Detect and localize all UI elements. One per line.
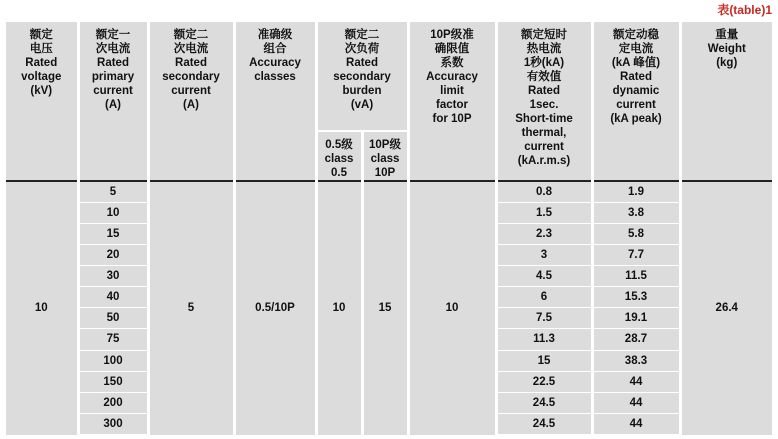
header-rated-secondary-current [148,22,234,181]
header-line: (kA peak) [610,113,662,125]
header-line: for 10P [432,113,472,125]
header-line: Rated [620,71,652,83]
header-line: (kg) [716,57,738,69]
header-line: current [616,99,656,111]
primary-current-cell: 75 [78,329,148,350]
dynamic-current-cell: 3.8 [592,202,680,223]
header-line: 次负荷 [344,43,380,55]
thermal-current-cell: 22.5 [496,371,592,392]
secondary-current-cell: 5 [148,181,234,435]
dynamic-current-cell: 1.9 [592,181,680,203]
header-line: thermal, [521,127,567,139]
header-accuracy-limit-factor [408,22,496,181]
header-line: current [171,85,211,97]
thermal-current-cell: 6 [496,287,592,308]
header-line: 定电流 [618,43,654,55]
thermal-current-cell: 24.5 [496,413,592,434]
header-line: 1秒(kA) [523,57,565,69]
header-rated-voltage [6,22,78,181]
header-line: secondary [333,71,391,83]
dynamic-current-cell: 44 [592,371,680,392]
header-weight [680,22,772,181]
thermal-current-cell: 7.5 [496,308,592,329]
header-line: 额定二 [344,29,380,41]
header-line: Weight [707,43,746,55]
header-line: 系数 [440,57,464,69]
primary-current-cell: 200 [78,392,148,413]
dynamic-current-cell: 11.5 [592,266,680,287]
header-line: Rated [346,57,378,69]
header-line: 额定 [29,29,53,41]
header-line: primary [91,71,135,83]
header-short-time-thermal-current [496,22,592,181]
header-line: (kV) [30,85,53,97]
header-line: 次电流 [95,43,131,55]
header-line: Accuracy [426,71,478,83]
header-line: current [524,141,564,153]
header-line: 准确级 [257,29,293,41]
header-line: secondary [162,71,220,83]
header-line: 电压 [29,43,53,55]
primary-current-cell: 5 [78,181,148,203]
header-line: Rated [97,57,129,69]
header-line: dynamic [612,85,660,97]
header-line: burden [342,85,382,97]
thermal-current-cell: 2.3 [496,223,592,244]
header-line: 次电流 [173,43,209,55]
thermal-current-cell: 1.5 [496,202,592,223]
header-line: (kA 峰值) [611,57,661,69]
dynamic-current-cell: 15.3 [592,287,680,308]
primary-current-cell: 100 [78,350,148,371]
primary-current-cell: 30 [78,266,148,287]
thermal-current-cell: 15 [496,350,592,371]
header-line: voltage [21,71,62,83]
header-line: Rated [528,85,560,97]
thermal-current-cell: 4.5 [496,266,592,287]
burden-10p-cell: 15 [362,181,408,435]
thermal-current-cell: 3 [496,245,592,266]
accuracy-classes-cell: 0.5/10P [234,181,316,435]
thermal-current-cell: 0.8 [496,181,592,203]
header-line: factor [436,99,468,111]
header-line: 重量 [715,29,739,41]
header-line: class [370,152,400,165]
primary-current-cell: 150 [78,371,148,392]
header-line: (vA) [350,99,374,111]
header-line: 1sec. [529,99,559,111]
burden-05-cell: 10 [316,181,362,435]
accuracy-limit-factor-cell: 10 [408,181,496,435]
table-row [6,181,772,203]
table-body [6,181,772,435]
table-caption: 表(table)1 [717,3,772,17]
header-line: (A) [105,99,121,111]
primary-current-cell: 50 [78,308,148,329]
header-line: 确限值 [434,43,470,55]
header-line: 热电流 [526,43,562,55]
primary-current-cell: 15 [78,223,148,244]
dynamic-current-cell: 38.3 [592,350,680,371]
header-line: 10P级准 [430,29,474,41]
header-line: 额定短时 [521,29,567,41]
header-accuracy-classes [234,22,316,181]
header-rated-secondary-burden [316,22,408,131]
header-line: 额定动稳 [613,29,659,41]
header-line: class [324,152,354,165]
dynamic-current-cell: 5.8 [592,223,680,244]
header-line: current [93,85,133,97]
header-line: (kA.r.m.s) [517,155,571,167]
primary-current-cell: 300 [78,413,148,434]
thermal-current-cell: 11.3 [496,329,592,350]
header-line: 额定一 [95,29,131,41]
header-burden-class-10p [362,131,408,181]
dynamic-current-cell: 19.1 [592,308,680,329]
table-header [6,22,772,181]
header-burden-class-05 [316,131,362,181]
header-line: 0.5 [331,166,347,179]
header-line: Rated [25,57,58,69]
header-dynamic-current [592,22,680,181]
weight-cell: 26.4 [715,302,738,315]
header-line: 0.5级 [325,138,353,151]
header-line: (A) [183,99,199,111]
header-rated-primary-current [78,22,148,181]
primary-current-cell: 10 [78,202,148,223]
dynamic-current-cell: 44 [592,413,680,434]
header-line: 10P [374,166,396,179]
header-line: 组合 [263,43,287,55]
header-line: classes [254,71,296,83]
dynamic-current-cell: 7.7 [592,245,680,266]
header-line: Rated [175,57,207,69]
thermal-current-cell: 24.5 [496,392,592,413]
header-line: limit [440,85,464,97]
primary-current-cell: 40 [78,287,148,308]
header-line: Short-time [515,113,573,125]
header-line: 有效值 [526,71,562,83]
header-line: Accuracy [249,57,301,69]
header-line: 10P级 [369,138,401,151]
dynamic-current-cell: 28.7 [592,329,680,350]
rated-voltage-cell: 10 [6,181,78,435]
header-line: 额定二 [173,29,209,41]
dynamic-current-cell: 44 [592,392,680,413]
primary-current-cell: 20 [78,245,148,266]
spec-table [6,22,772,435]
